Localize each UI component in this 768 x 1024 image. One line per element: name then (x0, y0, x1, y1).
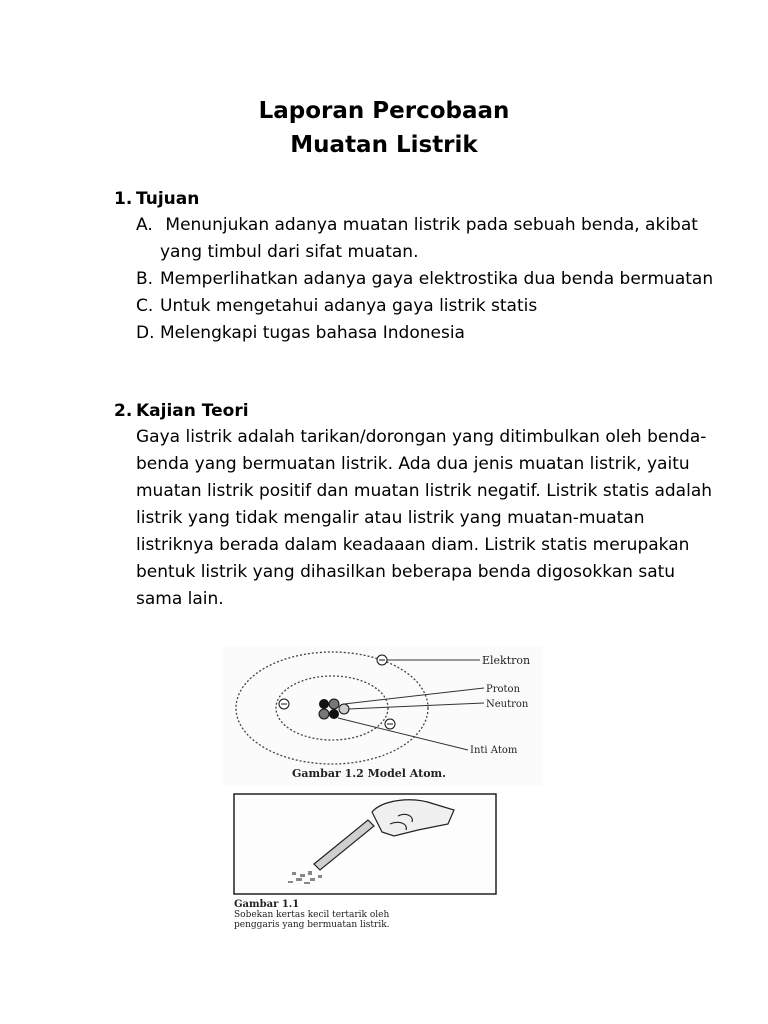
list-marker: A. (136, 215, 153, 235)
pointer-line (348, 703, 484, 709)
page-title (0, 94, 768, 162)
electron-icon (385, 719, 395, 729)
charged-pen-figure (222, 790, 510, 930)
list-marker: C. (136, 296, 154, 316)
atom-model-illustration (222, 646, 542, 786)
label-elektron: Elektron (482, 654, 531, 667)
figure-caption-line-1: Sobekan kertas kecil tertarik oleh (234, 910, 390, 920)
title-line-2: Muatan Listrik (290, 132, 478, 158)
pointer-line (344, 688, 484, 704)
section-title: Tujuan (136, 189, 200, 209)
section-title: Kajian Teori (136, 401, 249, 421)
list-marker: D. (136, 323, 155, 343)
section-number: 2. (114, 401, 133, 421)
figure-caption: Gambar 1.2 Model Atom. (292, 767, 447, 780)
section-heading (114, 186, 714, 212)
label-inti-atom: Inti Atom (470, 745, 518, 756)
section-kajian-teori (114, 398, 714, 613)
list-marker: B. (136, 269, 154, 289)
section-tujuan (114, 186, 714, 347)
list-item (114, 266, 714, 293)
list-text: Memperlihatkan adanya gaya elektrostika dua benda bermuatan (160, 269, 714, 289)
list-item (114, 320, 714, 347)
charged-pen-illustration (222, 790, 510, 930)
figure-caption-title: Gambar 1.1 (234, 899, 300, 910)
illustration-frame (234, 794, 496, 894)
section-number: 1. (114, 189, 133, 209)
list-text: Melengkapi tugas bahasa Indonesia (160, 323, 465, 343)
list-item (114, 212, 714, 266)
section-heading (114, 398, 714, 424)
atom-model-figure (222, 646, 542, 786)
electron-icon (279, 699, 289, 709)
list-text: Untuk mengetahui adanya gaya listrik statis (160, 296, 538, 316)
label-neutron: Neutron (486, 699, 529, 710)
list-text: Menunjukan adanya muatan listrik pada sebuah benda, akibat yang timbul dari sifat muatan. (160, 215, 704, 262)
theory-paragraph: Gaya listrik adalah tarikan/dorongan yang ditimbulkan oleh benda-benda yang bermuatan listrik. Ada dua jenis muatan listrik, yaitu muatan listrik positif dan muatan listrik negatif. Listrik statis adalah listrik yang tidak mengalir atau listrik yang muatan-muatan listriknya berada dalam keadaaan diam. Listrik statis merupakan bentuk listrik yang dihasilkan beberapa benda digosokkan satu sama lain. (136, 427, 713, 609)
nucleus-icon (319, 699, 349, 719)
figure-caption-line-2: penggaris yang bermuatan listrik. (234, 920, 390, 930)
title-line-1: Laporan Percobaan (258, 98, 510, 124)
label-proton: Proton (486, 684, 521, 695)
electron-icon (377, 655, 387, 665)
pointer-line (338, 718, 468, 750)
list-item (114, 293, 714, 320)
